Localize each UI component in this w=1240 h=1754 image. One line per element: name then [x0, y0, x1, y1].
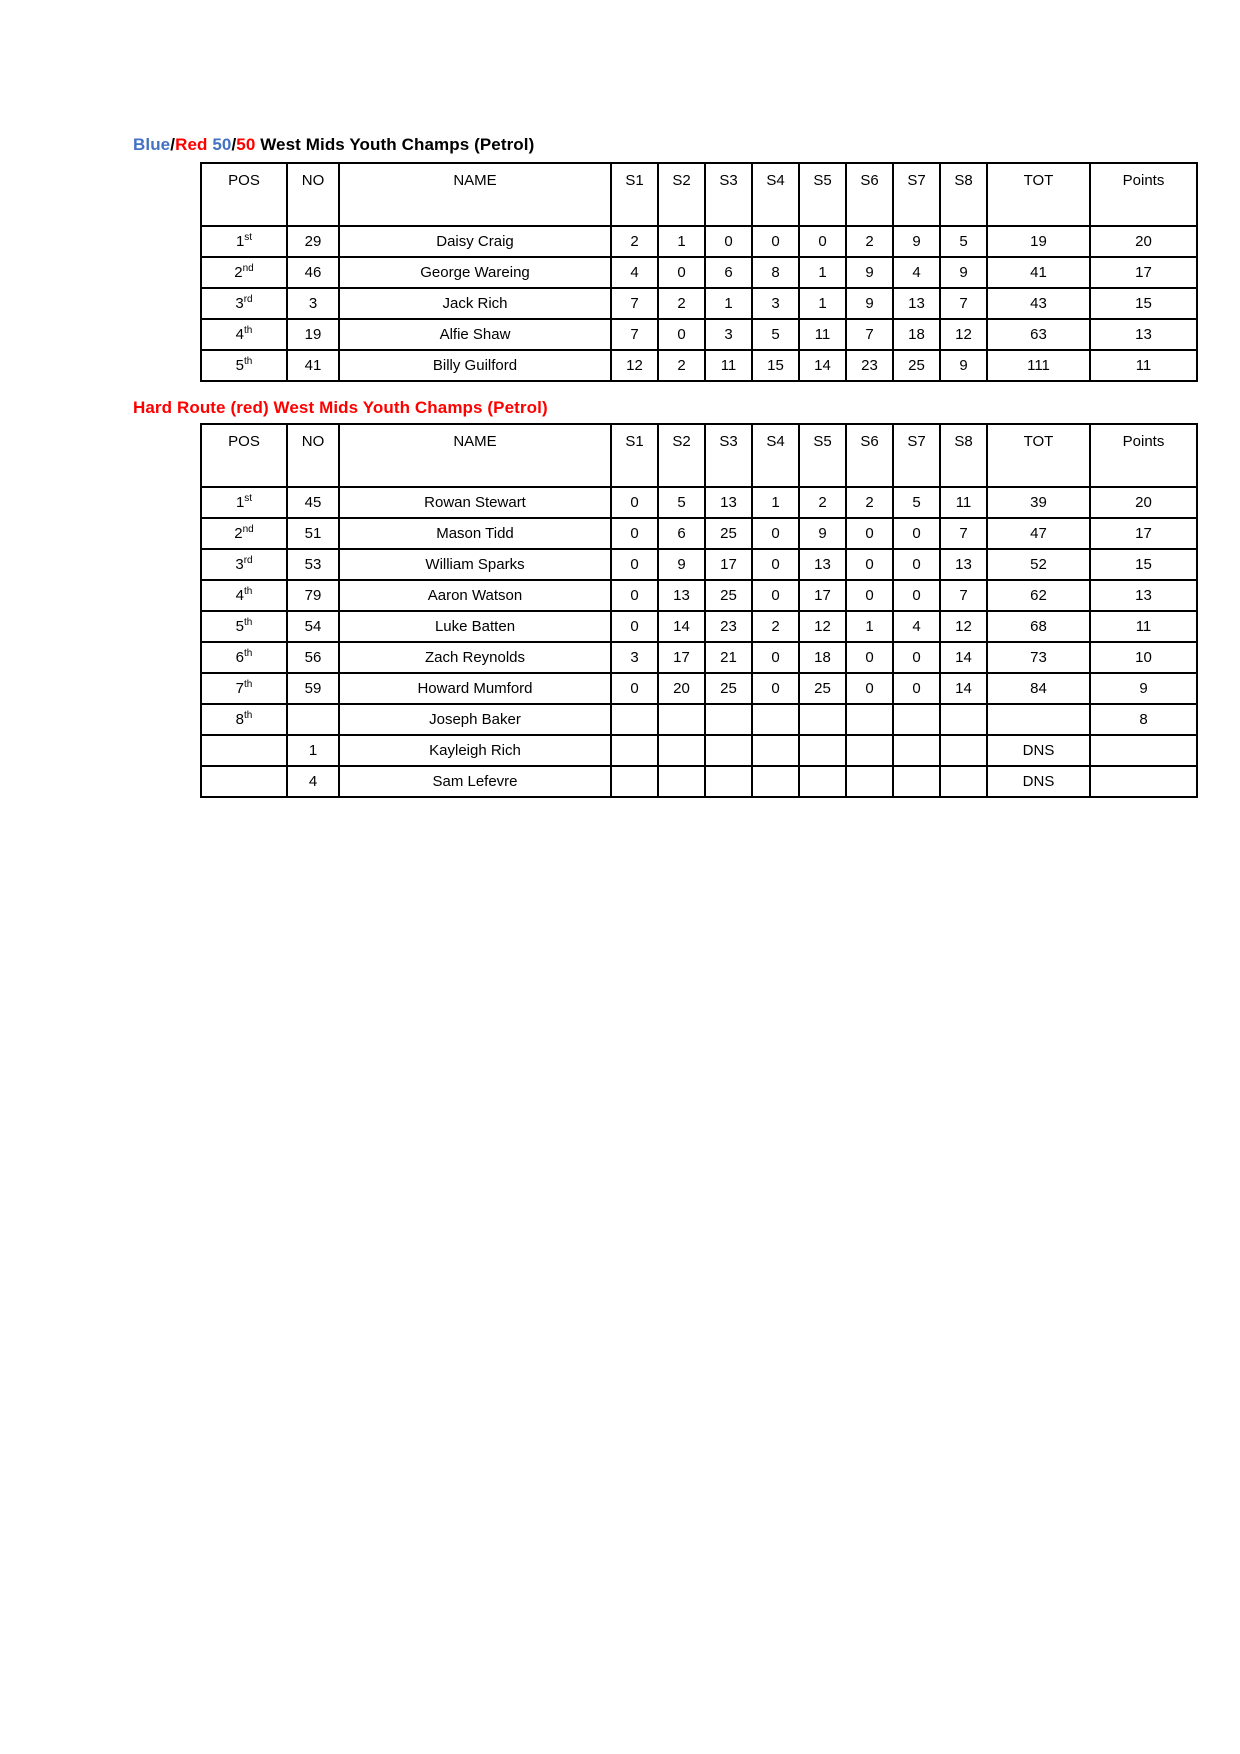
header-row [201, 424, 1197, 487]
name-cell: Aaron Watson [339, 580, 611, 611]
column-header-points: Points [1090, 424, 1197, 487]
total-cell: 73 [987, 642, 1090, 673]
pos-cell: 4th [201, 319, 287, 350]
number-cell: 56 [287, 642, 339, 673]
number-cell: 1 [287, 735, 339, 766]
stage-score-cell-s5: 9 [799, 518, 846, 549]
name-cell: Joseph Baker [339, 704, 611, 735]
stage-score-cell-s3: 17 [705, 549, 752, 580]
total-cell: 47 [987, 518, 1090, 549]
stage-score-cell-s4: 0 [752, 673, 799, 704]
stage-score-cell-s1: 12 [611, 350, 658, 381]
stage-score-cell-s8: 13 [940, 549, 987, 580]
column-header-name: NAME [339, 163, 611, 226]
total-cell: 84 [987, 673, 1090, 704]
points-cell: 9 [1090, 673, 1197, 704]
stage-score-cell-s1: 0 [611, 611, 658, 642]
points-cell: 20 [1090, 487, 1197, 518]
pos-cell: 1st [201, 226, 287, 257]
column-header-s3: S3 [705, 424, 752, 487]
total-cell: 19 [987, 226, 1090, 257]
stage-score-cell-s5 [799, 704, 846, 735]
name-cell: Alfie Shaw [339, 319, 611, 350]
ordinal-suffix: th [244, 356, 253, 367]
pos-cell: 7th [201, 673, 287, 704]
stage-score-cell-s8: 5 [940, 226, 987, 257]
name-cell: William Sparks [339, 549, 611, 580]
stage-score-cell-s2: 14 [658, 611, 705, 642]
stage-score-cell-s7: 0 [893, 642, 940, 673]
stage-score-cell-s1: 0 [611, 673, 658, 704]
table-row [201, 673, 1197, 704]
points-cell: 11 [1090, 350, 1197, 381]
number-cell: 54 [287, 611, 339, 642]
stage-score-cell-s3 [705, 735, 752, 766]
heading-segment: / [170, 135, 176, 154]
column-header-pos: POS [201, 163, 287, 226]
stage-score-cell-s7: 4 [893, 611, 940, 642]
stage-score-cell-s2 [658, 704, 705, 735]
stage-score-cell-s8: 7 [940, 288, 987, 319]
stage-score-cell-s6: 2 [846, 487, 893, 518]
stage-score-cell-s3: 3 [705, 319, 752, 350]
stage-score-cell-s7: 0 [893, 518, 940, 549]
total-cell: 68 [987, 611, 1090, 642]
ordinal-suffix: rd [243, 294, 253, 305]
name-cell: Kayleigh Rich [339, 735, 611, 766]
name-cell: Daisy Craig [339, 226, 611, 257]
ordinal-suffix: th [244, 617, 253, 628]
column-header-no: NO [287, 424, 339, 487]
hard-route-heading [133, 398, 548, 418]
number-cell: 45 [287, 487, 339, 518]
stage-score-cell-s2 [658, 735, 705, 766]
points-cell: 10 [1090, 642, 1197, 673]
stage-score-cell-s6: 0 [846, 549, 893, 580]
column-header-s5: S5 [799, 424, 846, 487]
number-cell: 19 [287, 319, 339, 350]
stage-score-cell-s5: 0 [799, 226, 846, 257]
ordinal-suffix: th [244, 586, 253, 597]
stage-score-cell-s4: 5 [752, 319, 799, 350]
total-cell: DNS [987, 735, 1090, 766]
table-row [201, 487, 1197, 518]
number-cell: 4 [287, 766, 339, 797]
column-header-name: NAME [339, 424, 611, 487]
column-header-s6: S6 [846, 163, 893, 226]
ordinal-suffix: st [244, 232, 253, 243]
pos-cell: 8th [201, 704, 287, 735]
stage-score-cell-s6: 0 [846, 518, 893, 549]
column-header-points: Points [1090, 163, 1197, 226]
table-row [201, 350, 1197, 381]
stage-score-cell-s2: 0 [658, 319, 705, 350]
ordinal-suffix: th [244, 679, 253, 690]
stage-score-cell-s5: 17 [799, 580, 846, 611]
table-row [201, 549, 1197, 580]
column-header-s7: S7 [893, 424, 940, 487]
stage-score-cell-s4: 0 [752, 580, 799, 611]
stage-score-cell-s4: 0 [752, 642, 799, 673]
stage-score-cell-s6: 1 [846, 611, 893, 642]
points-cell: 8 [1090, 704, 1197, 735]
table-row [201, 226, 1197, 257]
table-row [201, 288, 1197, 319]
name-cell: Zach Reynolds [339, 642, 611, 673]
points-cell: 20 [1090, 226, 1197, 257]
blue-red-5050-heading [133, 135, 534, 155]
number-cell: 53 [287, 549, 339, 580]
heading-segment: West Mids Youth Champs (Petrol) [255, 135, 535, 154]
table1-results [200, 162, 1198, 382]
pos-cell: 3rd [201, 288, 287, 319]
stage-score-cell-s7: 0 [893, 549, 940, 580]
ordinal-suffix: th [244, 325, 253, 336]
stage-score-cell-s7 [893, 735, 940, 766]
name-cell: Jack Rich [339, 288, 611, 319]
stage-score-cell-s8: 12 [940, 319, 987, 350]
stage-score-cell-s4: 8 [752, 257, 799, 288]
stage-score-cell-s7: 4 [893, 257, 940, 288]
stage-score-cell-s6: 7 [846, 319, 893, 350]
stage-score-cell-s3 [705, 704, 752, 735]
ordinal-suffix: rd [243, 555, 253, 566]
column-header-tot: TOT [987, 163, 1090, 226]
name-cell: Luke Batten [339, 611, 611, 642]
stage-score-cell-s8: 14 [940, 642, 987, 673]
heading-segment: / [231, 135, 237, 154]
points-cell [1090, 735, 1197, 766]
stage-score-cell-s1: 2 [611, 226, 658, 257]
column-header-s5: S5 [799, 163, 846, 226]
stage-score-cell-s7: 0 [893, 673, 940, 704]
stage-score-cell-s8 [940, 704, 987, 735]
column-header-s8: S8 [940, 424, 987, 487]
number-cell: 29 [287, 226, 339, 257]
stage-score-cell-s5: 1 [799, 257, 846, 288]
stage-score-cell-s6: 23 [846, 350, 893, 381]
table-row [201, 642, 1197, 673]
stage-score-cell-s4: 2 [752, 611, 799, 642]
pos-cell: 5th [201, 350, 287, 381]
stage-score-cell-s1 [611, 735, 658, 766]
stage-score-cell-s1: 3 [611, 642, 658, 673]
header-row [201, 163, 1197, 226]
stage-score-cell-s5 [799, 766, 846, 797]
ordinal-suffix: th [244, 648, 253, 659]
table-row [201, 257, 1197, 288]
column-header-s2: S2 [658, 424, 705, 487]
stage-score-cell-s1: 0 [611, 549, 658, 580]
total-cell: 39 [987, 487, 1090, 518]
stage-score-cell-s6 [846, 704, 893, 735]
ordinal-suffix: nd [242, 524, 254, 535]
stage-score-cell-s8: 11 [940, 487, 987, 518]
stage-score-cell-s1: 0 [611, 518, 658, 549]
stage-score-cell-s6: 0 [846, 580, 893, 611]
stage-score-cell-s6: 9 [846, 257, 893, 288]
stage-score-cell-s3: 21 [705, 642, 752, 673]
stage-score-cell-s3: 25 [705, 673, 752, 704]
name-cell: Sam Lefevre [339, 766, 611, 797]
stage-score-cell-s2: 17 [658, 642, 705, 673]
total-cell [987, 704, 1090, 735]
column-header-s6: S6 [846, 424, 893, 487]
stage-score-cell-s8 [940, 735, 987, 766]
name-cell: Howard Mumford [339, 673, 611, 704]
stage-score-cell-s6: 9 [846, 288, 893, 319]
stage-score-cell-s5: 1 [799, 288, 846, 319]
table-row [201, 518, 1197, 549]
stage-score-cell-s5: 2 [799, 487, 846, 518]
stage-score-cell-s6 [846, 735, 893, 766]
points-cell [1090, 766, 1197, 797]
column-header-s4: S4 [752, 163, 799, 226]
ordinal-suffix: th [244, 710, 253, 721]
column-header-s1: S1 [611, 163, 658, 226]
stage-score-cell-s5: 14 [799, 350, 846, 381]
stage-score-cell-s2: 0 [658, 257, 705, 288]
stage-score-cell-s5: 11 [799, 319, 846, 350]
stage-score-cell-s1: 4 [611, 257, 658, 288]
stage-score-cell-s8: 7 [940, 580, 987, 611]
ordinal-suffix: st [244, 493, 253, 504]
stage-score-cell-s7 [893, 766, 940, 797]
number-cell: 79 [287, 580, 339, 611]
column-header-s3: S3 [705, 163, 752, 226]
stage-score-cell-s6: 0 [846, 642, 893, 673]
total-cell: 63 [987, 319, 1090, 350]
number-cell: 46 [287, 257, 339, 288]
stage-score-cell-s4: 1 [752, 487, 799, 518]
stage-score-cell-s2: 2 [658, 350, 705, 381]
total-cell: 41 [987, 257, 1090, 288]
name-cell: George Wareing [339, 257, 611, 288]
number-cell: 59 [287, 673, 339, 704]
column-header-no: NO [287, 163, 339, 226]
table-row [201, 319, 1197, 350]
table-row [201, 766, 1197, 797]
total-cell: 43 [987, 288, 1090, 319]
stage-score-cell-s2: 2 [658, 288, 705, 319]
total-cell: 111 [987, 350, 1090, 381]
stage-score-cell-s2: 20 [658, 673, 705, 704]
stage-score-cell-s5 [799, 735, 846, 766]
pos-cell [201, 735, 287, 766]
stage-score-cell-s7: 5 [893, 487, 940, 518]
stage-score-cell-s8: 14 [940, 673, 987, 704]
ordinal-suffix: nd [242, 263, 254, 274]
name-cell: Billy Guilford [339, 350, 611, 381]
stage-score-cell-s8: 12 [940, 611, 987, 642]
number-cell [287, 704, 339, 735]
stage-score-cell-s4: 3 [752, 288, 799, 319]
column-header-s7: S7 [893, 163, 940, 226]
stage-score-cell-s3: 23 [705, 611, 752, 642]
heading-segment: Hard Route (red) West Mids Youth Champs (Petrol) [133, 398, 548, 417]
points-cell: 15 [1090, 288, 1197, 319]
points-cell: 13 [1090, 319, 1197, 350]
stage-score-cell-s2: 9 [658, 549, 705, 580]
table-row [201, 611, 1197, 642]
heading-segment: Blue [133, 135, 171, 154]
pos-cell: 3rd [201, 549, 287, 580]
pos-cell: 4th [201, 580, 287, 611]
stage-score-cell-s5: 13 [799, 549, 846, 580]
stage-score-cell-s2: 5 [658, 487, 705, 518]
stage-score-cell-s8: 7 [940, 518, 987, 549]
stage-score-cell-s7: 25 [893, 350, 940, 381]
pos-cell: 6th [201, 642, 287, 673]
column-header-s2: S2 [658, 163, 705, 226]
stage-score-cell-s5: 12 [799, 611, 846, 642]
stage-score-cell-s1 [611, 704, 658, 735]
stage-score-cell-s8: 9 [940, 350, 987, 381]
stage-score-cell-s3: 25 [705, 580, 752, 611]
heading-segment: 50 [236, 135, 256, 154]
number-cell: 51 [287, 518, 339, 549]
number-cell: 3 [287, 288, 339, 319]
stage-score-cell-s1 [611, 766, 658, 797]
stage-score-cell-s6 [846, 766, 893, 797]
stage-score-cell-s6: 2 [846, 226, 893, 257]
stage-score-cell-s4: 0 [752, 518, 799, 549]
column-header-s8: S8 [940, 163, 987, 226]
column-header-s1: S1 [611, 424, 658, 487]
stage-score-cell-s3 [705, 766, 752, 797]
stage-score-cell-s7: 9 [893, 226, 940, 257]
total-cell: DNS [987, 766, 1090, 797]
stage-score-cell-s8 [940, 766, 987, 797]
stage-score-cell-s3: 1 [705, 288, 752, 319]
table-row [201, 580, 1197, 611]
name-cell: Rowan Stewart [339, 487, 611, 518]
stage-score-cell-s2: 6 [658, 518, 705, 549]
stage-score-cell-s5: 18 [799, 642, 846, 673]
stage-score-cell-s2: 1 [658, 226, 705, 257]
stage-score-cell-s2: 13 [658, 580, 705, 611]
points-cell: 17 [1090, 518, 1197, 549]
stage-score-cell-s1: 0 [611, 580, 658, 611]
column-header-pos: POS [201, 424, 287, 487]
stage-score-cell-s7 [893, 704, 940, 735]
stage-score-cell-s6: 0 [846, 673, 893, 704]
stage-score-cell-s1: 7 [611, 288, 658, 319]
table-row [201, 704, 1197, 735]
number-cell: 41 [287, 350, 339, 381]
stage-score-cell-s7: 0 [893, 580, 940, 611]
heading-segment: 50 [207, 135, 232, 154]
table2-results [200, 423, 1198, 798]
stage-score-cell-s7: 18 [893, 319, 940, 350]
points-cell: 17 [1090, 257, 1197, 288]
points-cell: 15 [1090, 549, 1197, 580]
heading-segment: Red [175, 135, 208, 154]
stage-score-cell-s8: 9 [940, 257, 987, 288]
pos-cell: 2nd [201, 518, 287, 549]
pos-cell: 2nd [201, 257, 287, 288]
pos-cell: 1st [201, 487, 287, 518]
stage-score-cell-s4 [752, 735, 799, 766]
total-cell: 52 [987, 549, 1090, 580]
stage-score-cell-s4: 15 [752, 350, 799, 381]
stage-score-cell-s3: 13 [705, 487, 752, 518]
name-cell: Mason Tidd [339, 518, 611, 549]
stage-score-cell-s5: 25 [799, 673, 846, 704]
stage-score-cell-s2 [658, 766, 705, 797]
stage-score-cell-s4 [752, 766, 799, 797]
column-header-s4: S4 [752, 424, 799, 487]
stage-score-cell-s3: 11 [705, 350, 752, 381]
pos-cell: 5th [201, 611, 287, 642]
stage-score-cell-s3: 6 [705, 257, 752, 288]
points-cell: 11 [1090, 611, 1197, 642]
stage-score-cell-s3: 0 [705, 226, 752, 257]
points-cell: 13 [1090, 580, 1197, 611]
pos-cell [201, 766, 287, 797]
stage-score-cell-s4: 0 [752, 549, 799, 580]
stage-score-cell-s1: 0 [611, 487, 658, 518]
stage-score-cell-s3: 25 [705, 518, 752, 549]
total-cell: 62 [987, 580, 1090, 611]
stage-score-cell-s4 [752, 704, 799, 735]
stage-score-cell-s4: 0 [752, 226, 799, 257]
stage-score-cell-s7: 13 [893, 288, 940, 319]
stage-score-cell-s1: 7 [611, 319, 658, 350]
table-row [201, 735, 1197, 766]
column-header-tot: TOT [987, 424, 1090, 487]
